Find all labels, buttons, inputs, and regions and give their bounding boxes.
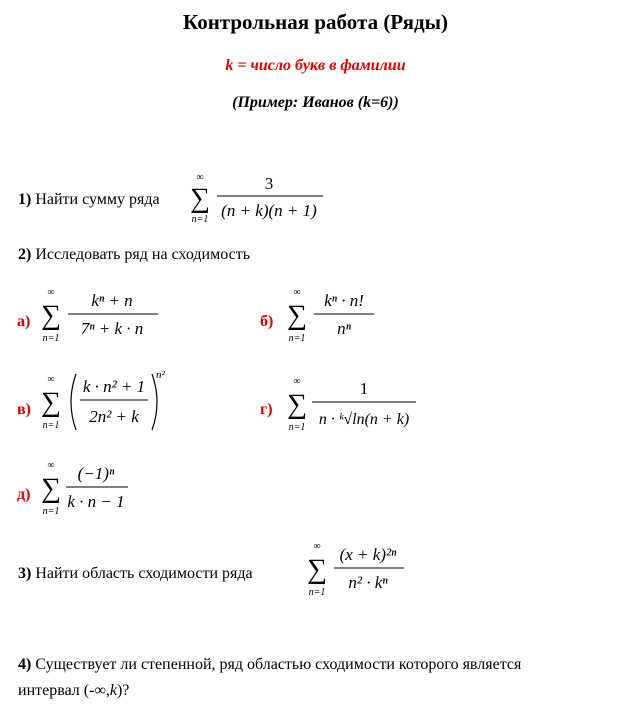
numerator: (x + k)²ⁿ	[339, 545, 397, 564]
sum-symbol: ∑	[190, 183, 210, 214]
sum-lower-limit: n=1	[42, 333, 60, 344]
task-4-line-2	[18, 682, 129, 700]
part-a-label: а)	[17, 313, 31, 330]
sum-upper-limit: ∞	[47, 287, 55, 298]
task-4-interval-var: k	[109, 682, 117, 699]
denominator: n² · kⁿ	[348, 573, 388, 592]
part-g-label: г)	[260, 401, 273, 418]
formula-part-v	[36, 368, 176, 436]
example-note: (Пример: Иванов (k=6))	[232, 94, 399, 111]
sum-symbol: ∑	[41, 387, 61, 418]
denominator: 2n² + k	[89, 407, 139, 426]
numerator: kⁿ · n!	[324, 291, 364, 310]
numerator: k · n² + 1	[82, 377, 146, 396]
task-4-interval-prefix: интервал (-∞,	[18, 682, 110, 699]
sum-symbol: ∑	[307, 554, 327, 585]
denominator: k · n − 1	[67, 492, 125, 511]
task-3	[18, 565, 253, 583]
task-4-text: Существует ли степенной, ряд областью сходимости которого является	[35, 656, 522, 673]
denominator: (n + k)(n + 1)	[221, 201, 317, 220]
sum-symbol: ∑	[41, 473, 61, 504]
sum-symbol: ∑	[287, 300, 307, 331]
exponent: n²	[156, 369, 165, 381]
sum-upper-limit: ∞	[293, 287, 301, 298]
task-1-text: Найти сумму ряда	[35, 191, 160, 208]
formula-part-g	[282, 374, 422, 436]
denominator: 7ⁿ + k · n	[80, 319, 144, 338]
part-b-label: б)	[260, 313, 274, 330]
formula-task-1	[185, 170, 335, 228]
sum-lower-limit: n=1	[288, 333, 306, 344]
sum-symbol: ∑	[287, 389, 307, 420]
formula-part-a	[36, 285, 166, 347]
subtitle-k-definition: k = число букв в фамилии	[225, 57, 406, 74]
sum-lower-limit: n=1	[191, 214, 209, 225]
task-2-text: Исследовать ряд на сходимость	[35, 246, 251, 263]
part-d-label: д)	[17, 486, 31, 503]
sum-lower-limit: n=1	[42, 420, 60, 431]
right-paren	[152, 374, 157, 430]
sum-upper-limit: ∞	[293, 376, 301, 387]
sum-lower-limit: n=1	[288, 422, 306, 433]
task-2	[18, 246, 250, 264]
formula-part-d	[36, 458, 136, 520]
numerator: kⁿ + n	[91, 291, 133, 310]
numerator: 1	[359, 379, 369, 398]
page-title: Контрольная работа (Ряды)	[183, 10, 448, 34]
task-4-interval-suffix: )?	[116, 682, 130, 699]
task-3-text: Найти область сходимости ряда	[35, 565, 253, 582]
numerator: 3	[264, 174, 274, 193]
sum-upper-limit: ∞	[47, 374, 55, 385]
task-4-number: 4)	[18, 656, 32, 673]
sum-upper-limit: ∞	[196, 172, 204, 183]
numerator: (−1)ⁿ	[77, 464, 115, 483]
formula-task-3	[302, 539, 412, 601]
denominator: n · ᵏ√ln(n + k)	[318, 411, 410, 428]
task-1	[18, 191, 160, 209]
part-v-label: в)	[17, 401, 31, 418]
task-4-line-1	[18, 656, 521, 674]
task-1-number: 1)	[18, 191, 32, 208]
formula-part-b	[282, 285, 382, 347]
denominator: nⁿ	[337, 319, 351, 338]
sum-lower-limit: n=1	[308, 587, 326, 598]
sum-upper-limit: ∞	[313, 541, 321, 552]
sum-lower-limit: n=1	[42, 506, 60, 517]
sum-symbol: ∑	[41, 300, 61, 331]
task-2-number: 2)	[18, 246, 32, 263]
left-paren	[71, 374, 76, 430]
task-3-number: 3)	[18, 565, 32, 582]
sum-upper-limit: ∞	[47, 460, 55, 471]
